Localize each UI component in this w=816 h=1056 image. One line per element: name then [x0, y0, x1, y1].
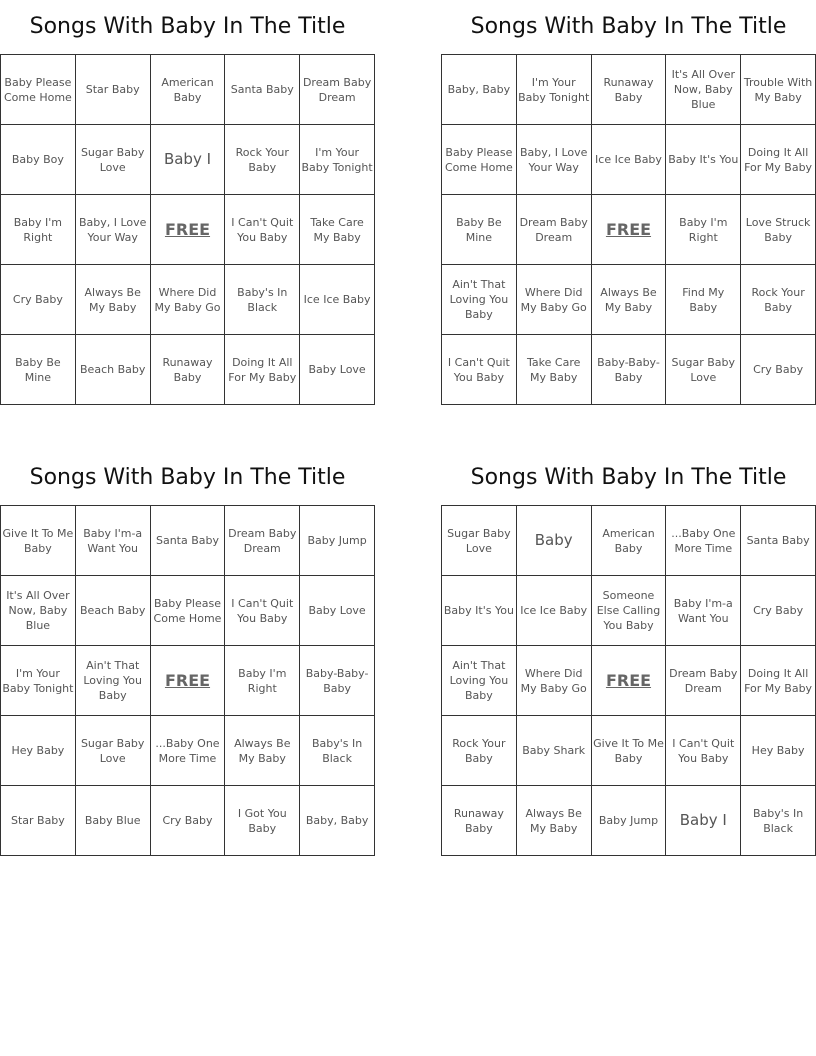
bingo-cell: Dream Baby Dream [666, 646, 741, 716]
bingo-cell: Baby, Baby [300, 786, 375, 856]
grid-row [1, 195, 375, 265]
bingo-card-3 [0, 451, 375, 856]
bingo-card-2 [441, 0, 816, 405]
bingo-cell: Always Be My Baby [75, 265, 150, 335]
bingo-cell: Santa Baby [225, 55, 300, 125]
bingo-cell: Hey Baby [1, 716, 76, 786]
bingo-cell: Give It To Me Baby [1, 506, 76, 576]
bingo-cell: Someone Else Calling You Baby [591, 576, 666, 646]
bingo-cell: Hey Baby [741, 716, 816, 786]
bingo-cell: Runaway Baby [591, 55, 666, 125]
bingo-cell: Where Did My Baby Go [516, 646, 591, 716]
bingo-cell: Beach Baby [75, 576, 150, 646]
grid-row [442, 786, 816, 856]
bingo-cell: Ice Ice Baby [516, 576, 591, 646]
bingo-cell: Baby's In Black [300, 716, 375, 786]
bingo-cell: Love Struck Baby [741, 195, 816, 265]
grid-row [442, 195, 816, 265]
bingo-cell: Runaway Baby [150, 335, 225, 405]
bingo-cell: Trouble With My Baby [741, 55, 816, 125]
bingo-cell: American Baby [150, 55, 225, 125]
bingo-card-4 [441, 451, 816, 856]
grid-row [1, 335, 375, 405]
bingo-cell: Doing It All For My Baby [225, 335, 300, 405]
bingo-cell: Baby I'm Right [225, 646, 300, 716]
bingo-cell: Star Baby [1, 786, 76, 856]
grid-row [1, 265, 375, 335]
grid-row [442, 576, 816, 646]
bingo-cell: I'm Your Baby Tonight [1, 646, 76, 716]
bingo-card-1 [0, 0, 375, 405]
grid-row [1, 576, 375, 646]
bingo-cell: Baby Jump [591, 786, 666, 856]
bingo-cell: Baby Boy [1, 125, 76, 195]
grid-row [442, 265, 816, 335]
bingo-cell: Baby's In Black [225, 265, 300, 335]
bingo-cell: I Can't Quit You Baby [225, 576, 300, 646]
grid-row [442, 716, 816, 786]
bingo-grid [0, 505, 375, 856]
bingo-cell: Baby Please Come Home [442, 125, 517, 195]
bingo-cell: Baby [516, 506, 591, 576]
bingo-cell: Santa Baby [741, 506, 816, 576]
card-title: Songs With Baby In The Title [470, 465, 787, 490]
bingo-cell: Find My Baby [666, 265, 741, 335]
bingo-cell: Cry Baby [1, 265, 76, 335]
bingo-cell: Baby, I Love Your Way [516, 125, 591, 195]
bingo-cell: Take Care My Baby [516, 335, 591, 405]
bingo-cell: Baby-Baby-Baby [300, 646, 375, 716]
bingo-cell: I'm Your Baby Tonight [300, 125, 375, 195]
bingo-cell: Cry Baby [150, 786, 225, 856]
grid-row [1, 125, 375, 195]
bingo-cell: Dream Baby Dream [516, 195, 591, 265]
grid-row [442, 646, 816, 716]
grid-row [442, 335, 816, 405]
bingo-cell: Sugar Baby Love [442, 506, 517, 576]
bingo-cell: Ain't That Loving You Baby [75, 646, 150, 716]
bingo-cell: Baby Please Come Home [150, 576, 225, 646]
grid-row [442, 55, 816, 125]
bingo-cell: Ice Ice Baby [591, 125, 666, 195]
bingo-cell: Dream Baby Dream [225, 506, 300, 576]
bingo-cell: Baby, I Love Your Way [75, 195, 150, 265]
bingo-cell: Rock Your Baby [225, 125, 300, 195]
bingo-grid [441, 54, 816, 405]
bingo-cell: Take Care My Baby [300, 195, 375, 265]
bingo-cell: I Can't Quit You Baby [225, 195, 300, 265]
bingo-cell: Santa Baby [150, 506, 225, 576]
bingo-cell: Ain't That Loving You Baby [442, 646, 517, 716]
grid-row [1, 646, 375, 716]
bingo-cell: I Can't Quit You Baby [442, 335, 517, 405]
bingo-cell: Rock Your Baby [741, 265, 816, 335]
card-title: Songs With Baby In The Title [470, 14, 787, 39]
bingo-cell: Star Baby [75, 55, 150, 125]
grid-row [442, 506, 816, 576]
bingo-cell: Baby I [666, 786, 741, 856]
bingo-grid [0, 54, 375, 405]
bingo-cell: Where Did My Baby Go [516, 265, 591, 335]
bingo-cell: Baby I [150, 125, 225, 195]
bingo-cell: Baby I'm Right [1, 195, 76, 265]
bingo-cell: Baby, Baby [442, 55, 517, 125]
free-space: FREE [150, 195, 225, 265]
card-title: Songs With Baby In The Title [29, 14, 346, 39]
bingo-cell: Cry Baby [741, 335, 816, 405]
grid-row [1, 506, 375, 576]
bingo-cell: Baby Love [300, 335, 375, 405]
bingo-cell: Ain't That Loving You Baby [442, 265, 517, 335]
bingo-cell: Baby Shark [516, 716, 591, 786]
bingo-cell: Baby Be Mine [442, 195, 517, 265]
bingo-cell: Rock Your Baby [442, 716, 517, 786]
free-space: FREE [591, 646, 666, 716]
bingo-cell: It's All Over Now, Baby Blue [1, 576, 76, 646]
free-space: FREE [591, 195, 666, 265]
grid-row [442, 125, 816, 195]
bingo-cell: Baby Please Come Home [1, 55, 76, 125]
bingo-cell: ...Baby One More Time [666, 506, 741, 576]
bingo-cell: Sugar Baby Love [75, 125, 150, 195]
bingo-cell: Give It To Me Baby [591, 716, 666, 786]
card-title: Songs With Baby In The Title [29, 465, 346, 490]
bingo-cell: Where Did My Baby Go [150, 265, 225, 335]
bingo-cell: Sugar Baby Love [666, 335, 741, 405]
bingo-cell: Baby Be Mine [1, 335, 76, 405]
bingo-cell: Beach Baby [75, 335, 150, 405]
bingo-cell: I'm Your Baby Tonight [516, 55, 591, 125]
bingo-cell: Baby-Baby-Baby [591, 335, 666, 405]
grid-row [1, 716, 375, 786]
grid-row [1, 55, 375, 125]
bingo-cell: Baby It's You [442, 576, 517, 646]
bingo-cell: Baby Blue [75, 786, 150, 856]
bingo-cell: Always Be My Baby [225, 716, 300, 786]
bingo-cell: Baby I'm Right [666, 195, 741, 265]
bingo-cell: I Can't Quit You Baby [666, 716, 741, 786]
bingo-cell: Sugar Baby Love [75, 716, 150, 786]
bingo-cell: It's All Over Now, Baby Blue [666, 55, 741, 125]
bingo-cell: Baby It's You [666, 125, 741, 195]
bingo-cell: Cry Baby [741, 576, 816, 646]
bingo-cell: Baby Love [300, 576, 375, 646]
grid-row [1, 786, 375, 856]
bingo-cell: Baby I'm-a Want You [666, 576, 741, 646]
bingo-cell: Baby I'm-a Want You [75, 506, 150, 576]
bingo-cell: Doing It All For My Baby [741, 125, 816, 195]
bingo-cell: ...Baby One More Time [150, 716, 225, 786]
bingo-cell: Doing It All For My Baby [741, 646, 816, 716]
bingo-cell: Dream Baby Dream [300, 55, 375, 125]
free-space: FREE [150, 646, 225, 716]
bingo-cell: Always Be My Baby [591, 265, 666, 335]
bingo-cell: Baby's In Black [741, 786, 816, 856]
bingo-cell: Ice Ice Baby [300, 265, 375, 335]
bingo-cell: American Baby [591, 506, 666, 576]
bingo-cell: I Got You Baby [225, 786, 300, 856]
bingo-grid [441, 505, 816, 856]
bingo-cell: Runaway Baby [442, 786, 517, 856]
bingo-cell: Always Be My Baby [516, 786, 591, 856]
bingo-cell: Baby Jump [300, 506, 375, 576]
